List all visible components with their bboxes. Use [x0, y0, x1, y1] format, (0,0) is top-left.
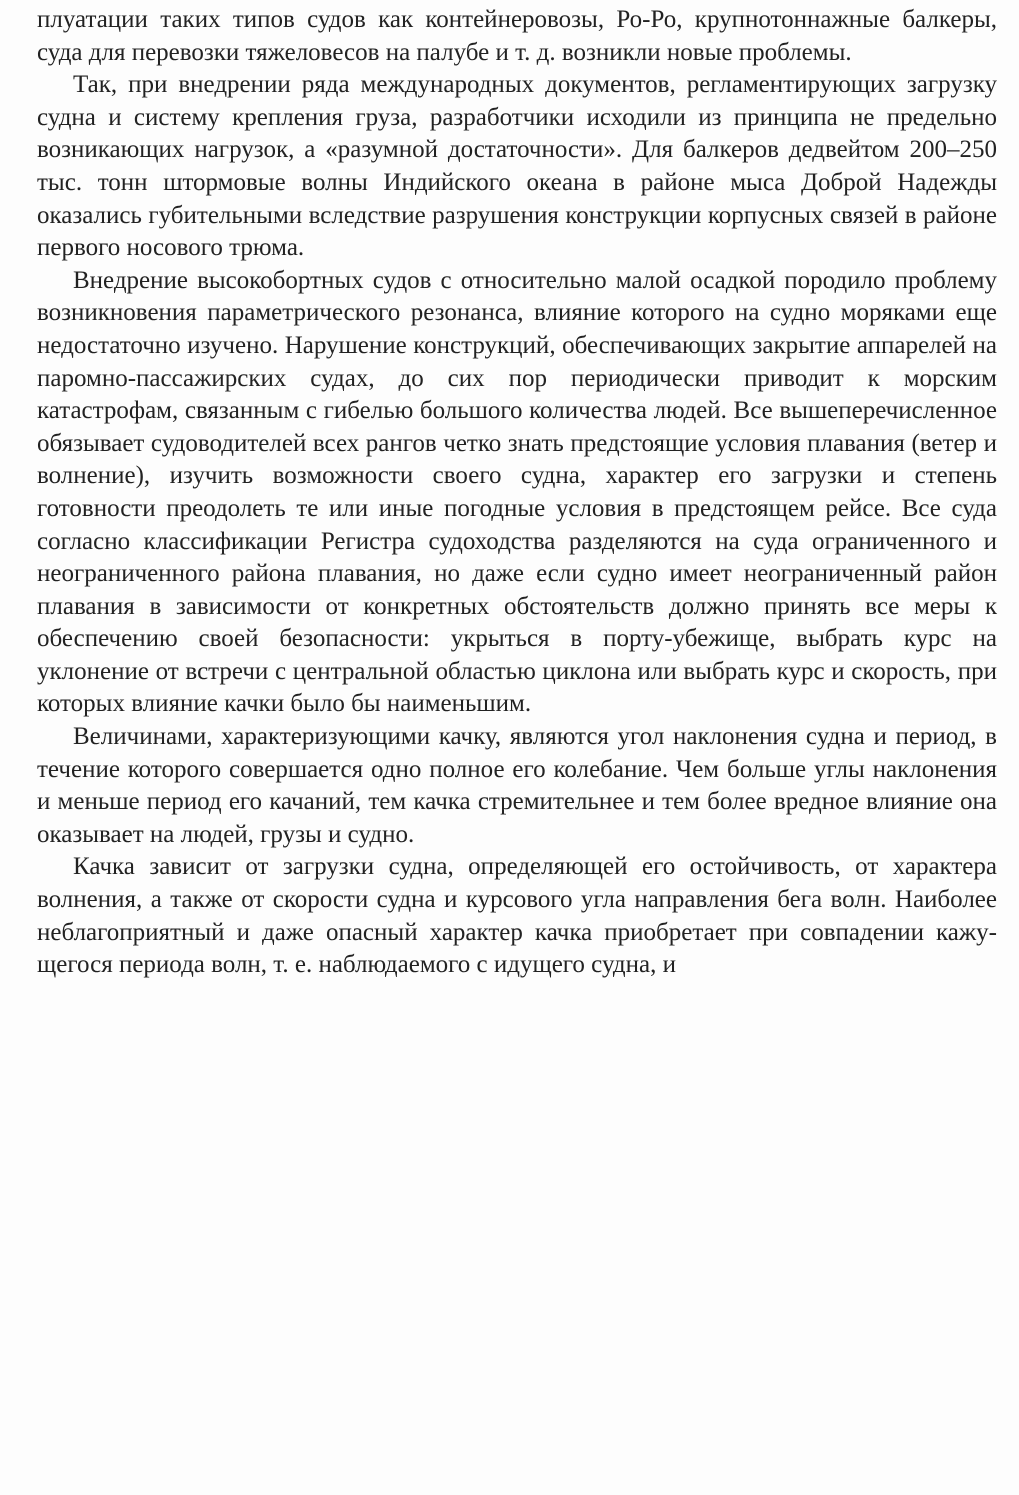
paragraph-rolling-dependence: Качка зависит от загрузки судна, определяющей его остойчивость, от характера волнения, а также от скорости судна и курсового угла направления бега волн. Наиболее неблагоприятный и даже опасный характер качка приобретает при совпадении кажущегося периода волн, т. е. наблюдаемого с идущего судна, и: [37, 853, 997, 979]
paragraph-international-documents: Так, при внедрении ряда международных документов, регламентирующих загрузку судна и систему крепления груза, разработчики исходили из принципа не предельно возникающих нагрузок, а «разумной достаточности». Для балкеров дедвейтом 200–250 тыс. тонн штормовые волны Индийского океана в районе мыса Доброй Надежды оказались губительными вследствие разрушения конструкции корпусных связей в районе первого носового трюма.: [37, 71, 997, 262]
paragraph-rolling-quantities: Величинами, характеризующими качку, являются угол наклонения судна и период, в течение которого совершается одно полное его колебание. Чем больше углы наклонения и меньше период его качаний, тем качка стремительнее и тем более вредное влияние она оказывает на людей, грузы и судно.: [37, 723, 997, 848]
paragraph-continuation: плуатации таких типов судов как контейнеровозы, Ро-Ро, крупнотоннажные балкеры, суда для перевозки тяжеловесов на палубе и т. д. возникли новые проблемы.: [37, 6, 997, 66]
paragraph-parametric-resonance: Внедрение высокобортных судов с относительно малой осадкой породило проблему возникновения параметрического резонанса, влияние которого на судно моряками еще недостаточно изучено. Нарушение конструкций, обеспечивающих закрытие аппарелей на паромно-пассажирских судах, до сих пор периодически приводит к морским катастрофам, связанным с гибелью большого количества людей. Все вышеперечисленное обязывает судоводителей всех рангов четко знать предстоящие условия плавания (ветер и волнение), изучить возможности своего судна, характер его загрузки и степень готовности преодолеть те или иные погодные условия в предстоящем рейсе. Все суда согласно классификации Регистра судоходства разделяются на суда ограниченного и неограниченного района плавания, но даже если судно имеет неограниченный район плавания в зависимости от конкретных обстоятельств должно принять все меры к обеспечению своей безопасности: укрыться в порту-убежище, выбрать курс на уклонение от встречи с центральной областью циклона или выбрать курс и скорость, при которых влияние качки было бы наименьшим.: [37, 266, 997, 718]
